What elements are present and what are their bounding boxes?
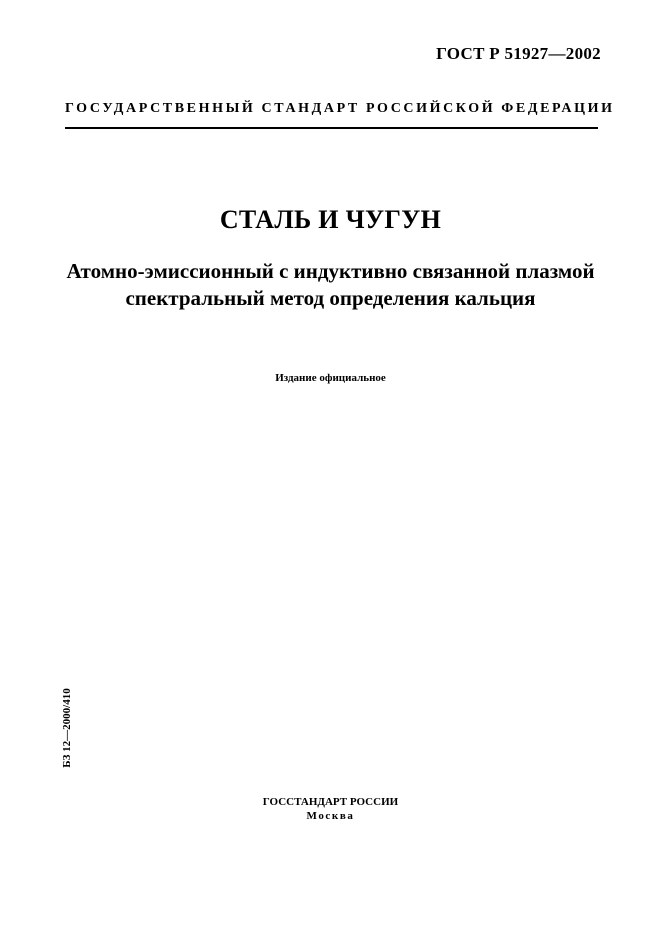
page-title: СТАЛЬ И ЧУГУН xyxy=(219,205,442,234)
header-title: ГОСУДАРСТВЕННЫЙ СТАНДАРТ РОССИЙСКОЙ ФЕДЕРАЦИИ xyxy=(65,101,615,116)
subtitle-line-1: Атомно-эмиссионный с индуктивно связанной плазмой xyxy=(66,259,595,283)
publisher-city: Москва xyxy=(306,810,355,822)
edition-label: Издание официальное xyxy=(275,372,386,384)
subtitle xyxy=(0,258,661,312)
subtitle-line-2: спектральный метод определения кальция xyxy=(125,286,536,310)
side-code-vertical: БЗ 12—2000/410 xyxy=(61,688,73,768)
publisher-name: ГОССТАНДАРТ РОССИИ xyxy=(262,796,399,808)
standard-code: ГОСТ Р 51927—2002 xyxy=(436,44,601,63)
header-divider xyxy=(65,127,598,129)
